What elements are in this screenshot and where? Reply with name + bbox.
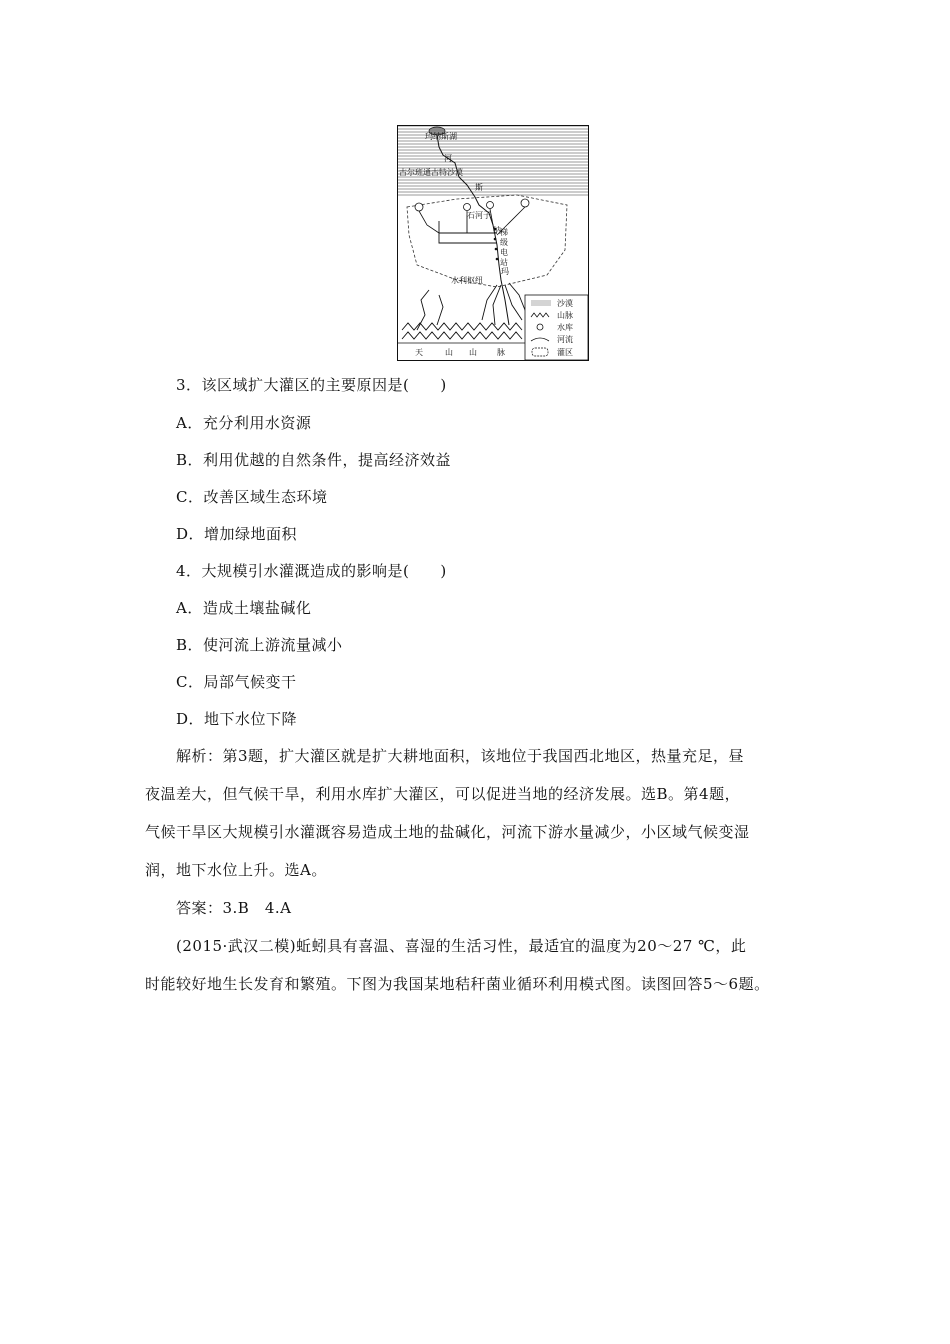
mountain-label: 山 [469, 348, 477, 357]
station-label: 梯 [500, 228, 508, 237]
river-label: 玛 [501, 267, 509, 276]
question-4-option-d: D．地下水位下降 [176, 710, 298, 728]
station-label: 级 [500, 238, 508, 247]
mountain-label: 脉 [497, 348, 505, 357]
intro-line: 时能较好地生长发育和繁殖。下图为我国某地秸秆菌业循环利用模式图。读图回答5～6题。 [145, 975, 770, 993]
question-3-option-b: B．利用优越的自然条件，提高经济效益 [176, 451, 452, 469]
analysis-line: 润，地下水位上升。选A。 [145, 861, 327, 879]
question-3-option-d: D．增加绿地面积 [176, 525, 298, 543]
question-3-option-a: A．充分利用水资源 [176, 414, 312, 432]
question-4-option-a: A．造成土壤盐碱化 [176, 599, 312, 617]
reservoir-icon [487, 202, 494, 209]
legend-mountain-label: 山脉 [557, 311, 573, 320]
analysis-line: 解析：第3题，扩大灌区就是扩大耕地面积，该地位于我国西北地区，热量充足，昼 [176, 747, 745, 765]
station-label: 电 [500, 248, 508, 257]
analysis-line: 夜温差大，但气候干旱，利用水库扩大灌区，可以促进当地的经济发展。选B。第4题， [145, 785, 741, 803]
city-label: 石河子 [467, 211, 491, 220]
reservoir-icon [464, 204, 471, 211]
map-legend [525, 295, 588, 360]
mountain-label: 天 [415, 348, 423, 357]
reservoir-icon [415, 203, 423, 211]
desert-label: 古尔班通古特沙漠 [399, 168, 463, 177]
station-label: 站 [500, 258, 508, 267]
river-label: 纳 [493, 226, 501, 235]
river-label: 河 [444, 154, 452, 163]
question-3-stem: 3．该区域扩大灌区的主要原因是( ) [176, 376, 447, 394]
river-basin-map [397, 125, 589, 361]
analysis-line: 气候干旱区大规模引水灌溉容易造成土地的盐碱化，河流下游水量减少，小区域气候变湿 [145, 823, 750, 841]
question-4-option-c: C．局部气候变干 [176, 673, 297, 691]
question-4-option-b: B．使河流上游流量减小 [176, 636, 343, 654]
legend-reservoir-label: 水库 [557, 323, 573, 332]
question-3-option-c: C．改善区域生态环境 [176, 488, 328, 506]
hub-label: 水利枢纽 [451, 276, 483, 285]
legend-river-label: 河流 [557, 335, 573, 344]
lake-label: 玛纳斯湖 [425, 132, 457, 141]
answer-line: 答案：3.B 4.A [176, 899, 292, 917]
intro-line: (2015·武汉二模)蚯蚓具有喜温、喜湿的生活习性，最适宜的温度为20～27 ℃，此 [176, 937, 747, 955]
river-label: 斯 [475, 183, 483, 192]
legend-desert-label: 沙漠 [557, 299, 573, 308]
reservoir-icon [521, 199, 529, 207]
question-4-stem: 4．大规模引水灌溉造成的影响是( ) [176, 562, 447, 580]
mountain-label: 山 [445, 348, 453, 357]
legend-irrigation-label: 灌区 [557, 348, 573, 357]
